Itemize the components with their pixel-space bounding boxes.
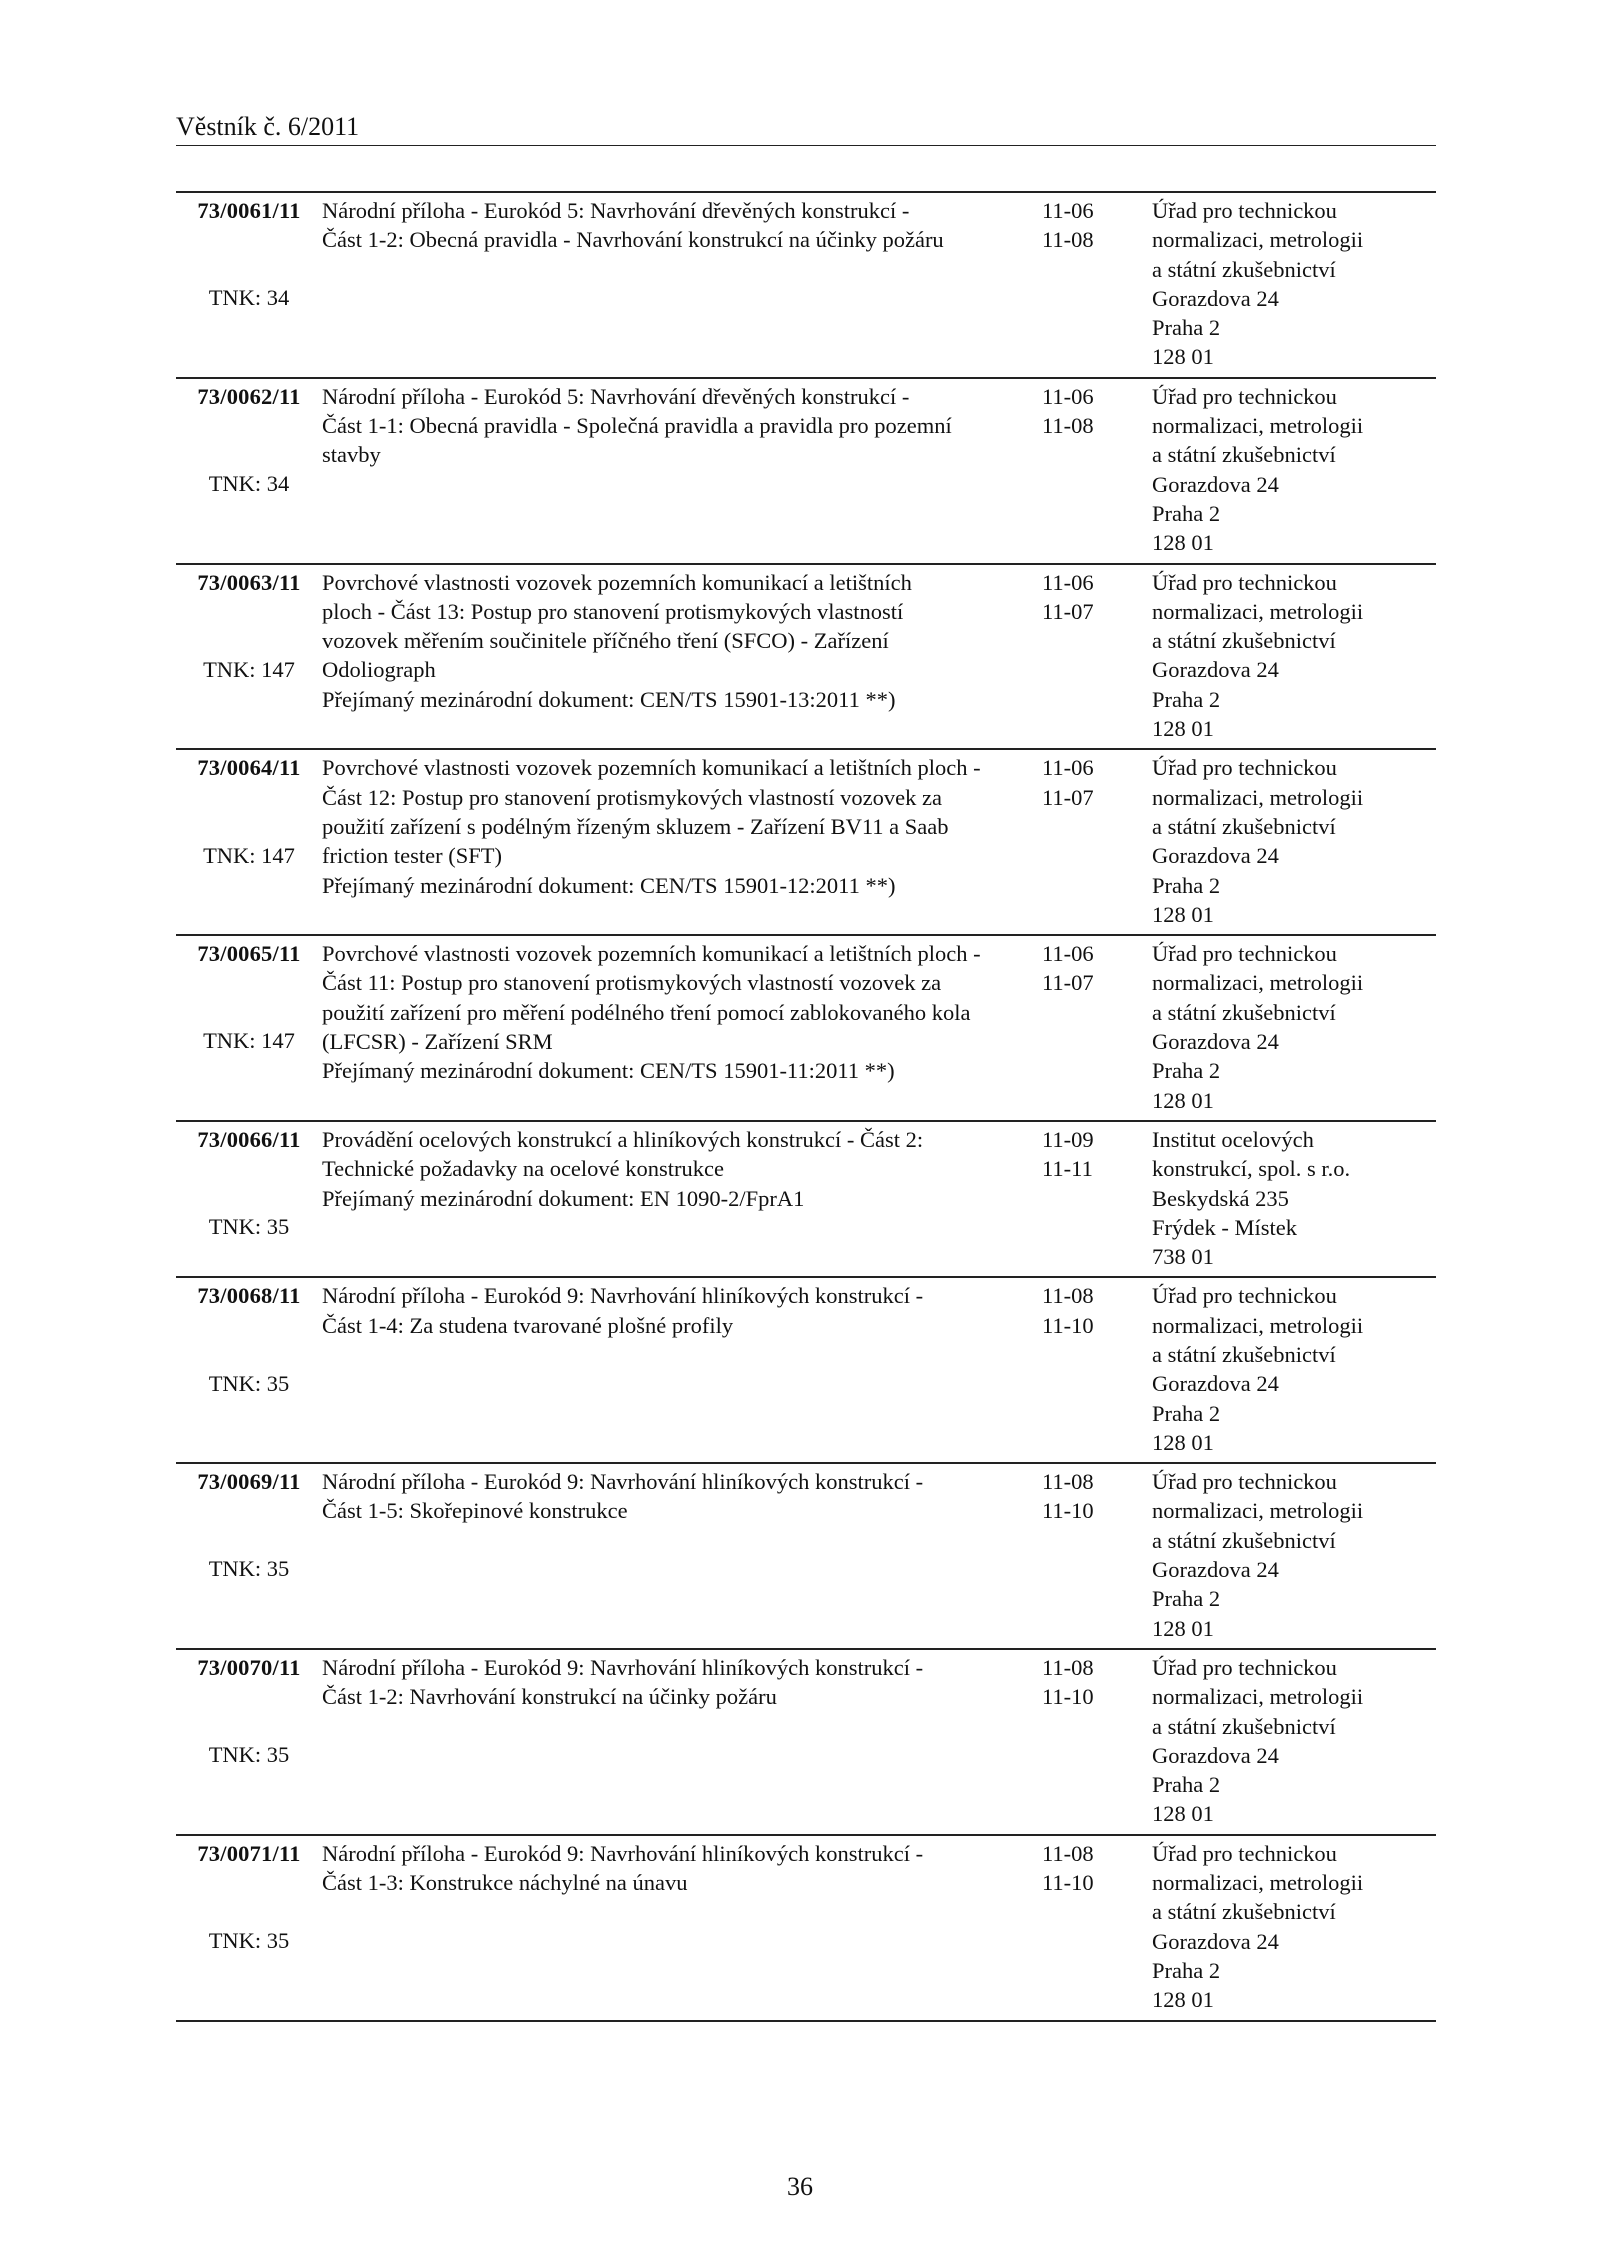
record-date: 11-06 xyxy=(1042,198,1094,223)
record-title-line: Technické požadavky na ocelové konstrukce xyxy=(322,1156,725,1182)
record-address-line: a státní zkušebnictví xyxy=(1152,813,1336,839)
record-address-line: Praha 2 xyxy=(1152,1058,1221,1084)
standards-table-body xyxy=(176,192,1436,2021)
record-address-line: Úřad pro technickou xyxy=(1152,1283,1337,1309)
record-date: 11-08 xyxy=(1042,1469,1094,1495)
record-tnk: TNK: 34 xyxy=(208,471,290,497)
record-address-line: Úřad pro technickou xyxy=(1152,755,1337,781)
record-date: 11-10 xyxy=(1042,1312,1094,1338)
record-address-cell xyxy=(1152,378,1436,564)
record-title-line: Část 1-2: Navrhování konstrukcí na účinky požáru xyxy=(322,1684,777,1710)
record-address-line: Praha 2 xyxy=(1152,315,1221,341)
record-id: 73/0068/11 xyxy=(197,1283,301,1309)
record-dates-cell xyxy=(1042,1835,1152,2021)
standards-table xyxy=(176,191,1436,2022)
record-title-line: použití zařízení pro měření podélného tření pomocí zablokovaného kola xyxy=(322,999,971,1025)
record-title-line: friction tester (SFT) xyxy=(322,843,502,869)
record-title-line: Přejímaný mezinárodní dokument: CEN/TS 15901-12:2011 **) xyxy=(322,872,896,898)
record-address-line: a státní zkušebnictví xyxy=(1152,1899,1336,1925)
record-address-line: Beskydská 235 xyxy=(1152,1185,1289,1211)
record-title-line: Část 12: Postup pro stanovení protismykových vlastností vozovek za xyxy=(322,784,942,810)
record-address-line: normalizaci, metrologii xyxy=(1152,598,1364,624)
record-address-cell xyxy=(1152,1277,1436,1463)
record-address-line: Úřad pro technickou xyxy=(1152,941,1337,967)
record-address-line: a státní zkušebnictví xyxy=(1152,442,1336,468)
record-title-line: Povrchové vlastnosti vozovek pozemních komunikací a letištních ploch - xyxy=(322,755,981,781)
record-title-line: ploch - Část 13: Postup pro stanovení protismykových vlastností xyxy=(322,598,904,624)
record-address-line: Gorazdova 24 xyxy=(1152,1371,1279,1397)
record-title-line: Národní příloha - Eurokód 9: Navrhování hliníkových konstrukcí - xyxy=(322,1283,924,1309)
record-address-cell xyxy=(1152,935,1436,1121)
record-address-line: Praha 2 xyxy=(1152,1957,1221,1983)
record-address-line: Institut ocelových xyxy=(1152,1126,1314,1152)
record-title-line: Část 1-2: Obecná pravidla - Navrhování konstrukcí na účinky požáru xyxy=(322,227,944,253)
record-id-cell xyxy=(176,935,322,1121)
record-title-cell xyxy=(322,935,1042,1121)
record-id: 73/0063/11 xyxy=(197,569,301,595)
record-address-line: Praha 2 xyxy=(1152,1400,1221,1426)
record-title-line: Národní příloha - Eurokód 5: Navrhování dřevěných konstrukcí - xyxy=(322,198,910,223)
record-tnk: TNK: 35 xyxy=(208,1370,290,1396)
record-dates-cell xyxy=(1042,378,1152,564)
record-id-cell xyxy=(176,1121,322,1277)
record-title-line: stavby xyxy=(322,442,381,468)
record-id-cell xyxy=(176,192,322,378)
table-row xyxy=(176,1463,1436,1649)
record-title-cell xyxy=(322,1649,1042,1835)
record-address-line: a státní zkušebnictví xyxy=(1152,256,1336,282)
table-row xyxy=(176,935,1436,1121)
record-address-cell xyxy=(1152,1649,1436,1835)
record-id-cell xyxy=(176,1649,322,1835)
record-date: 11-10 xyxy=(1042,1498,1094,1524)
record-id: 73/0070/11 xyxy=(197,1654,301,1680)
record-address-line: Gorazdova 24 xyxy=(1152,843,1279,869)
record-address-line: Úřad pro technickou xyxy=(1152,198,1337,223)
table-row xyxy=(176,192,1436,378)
record-id: 73/0064/11 xyxy=(197,755,301,781)
record-id-cell xyxy=(176,378,322,564)
record-date: 11-07 xyxy=(1042,970,1094,996)
table-row xyxy=(176,378,1436,564)
record-address-line: Praha 2 xyxy=(1152,1772,1221,1798)
record-address-line: Gorazdova 24 xyxy=(1152,1742,1279,1768)
record-id-cell xyxy=(176,1835,322,2021)
record-address-cell xyxy=(1152,1463,1436,1649)
record-address-line: a státní zkušebnictví xyxy=(1152,1713,1336,1739)
record-dates-cell xyxy=(1042,1121,1152,1277)
record-title-cell xyxy=(322,1463,1042,1649)
record-title-line: Část 1-1: Obecná pravidla - Společná pravidla a pravidla pro pozemní xyxy=(322,413,952,439)
record-address-line: Gorazdova 24 xyxy=(1152,285,1279,311)
record-id-cell xyxy=(176,1463,322,1649)
record-address-line: Praha 2 xyxy=(1152,872,1221,898)
record-address-line: Úřad pro technickou xyxy=(1152,569,1337,595)
record-address-line: Úřad pro technickou xyxy=(1152,383,1337,409)
record-title-cell xyxy=(322,1835,1042,2021)
record-address-line: Praha 2 xyxy=(1152,1586,1221,1612)
record-address-line: a státní zkušebnictví xyxy=(1152,1527,1336,1553)
record-address-line: 128 01 xyxy=(1152,1087,1214,1113)
record-id: 73/0065/11 xyxy=(197,941,301,967)
table-row xyxy=(176,749,1436,935)
record-address-line: 128 01 xyxy=(1152,901,1214,927)
record-address-cell xyxy=(1152,192,1436,378)
record-title-line: Část 11: Postup pro stanovení protismykových vlastností vozovek za xyxy=(322,970,942,996)
record-dates-cell xyxy=(1042,749,1152,935)
record-date: 11-06 xyxy=(1042,383,1094,409)
record-address-line: a státní zkušebnictví xyxy=(1152,999,1336,1025)
record-date: 11-08 xyxy=(1042,227,1094,253)
record-dates-cell xyxy=(1042,1463,1152,1649)
record-address-line: normalizaci, metrologii xyxy=(1152,1498,1364,1524)
record-tnk: TNK: 35 xyxy=(208,1742,290,1768)
record-address-cell xyxy=(1152,1121,1436,1277)
table-row xyxy=(176,564,1436,750)
table-row xyxy=(176,1835,1436,2021)
record-address-line: Praha 2 xyxy=(1152,500,1221,526)
record-date: 11-08 xyxy=(1042,1840,1094,1866)
record-date: 11-07 xyxy=(1042,598,1094,624)
record-address-line: 128 01 xyxy=(1152,1429,1214,1455)
record-title-line: Národní příloha - Eurokód 9: Navrhování hliníkových konstrukcí - xyxy=(322,1654,924,1680)
record-title-cell xyxy=(322,749,1042,935)
record-address-line: 128 01 xyxy=(1152,1801,1214,1827)
record-title-line: Část 1-5: Skořepinové konstrukce xyxy=(322,1498,628,1524)
table-row xyxy=(176,1277,1436,1463)
record-title-line: Národní příloha - Eurokód 9: Navrhování hliníkových konstrukcí - xyxy=(322,1469,924,1495)
record-title-line: použití zařízení s podélným řízeným skluzem - Zařízení BV11 a Saab xyxy=(322,813,949,839)
record-title-line: vozovek měřením součinitele příčného tření (SFCO) - Zařízení xyxy=(322,628,889,654)
record-date: 11-06 xyxy=(1042,941,1094,967)
record-title-line: Povrchové vlastnosti vozovek pozemních komunikací a letištních ploch - xyxy=(322,941,981,967)
record-address-line: normalizaci, metrologii xyxy=(1152,784,1364,810)
record-date: 11-11 xyxy=(1042,1156,1093,1182)
record-address-cell xyxy=(1152,1835,1436,2021)
record-tnk: TNK: 147 xyxy=(203,842,295,868)
record-address-cell xyxy=(1152,564,1436,750)
record-address-line: Úřad pro technickou xyxy=(1152,1469,1337,1495)
record-address-line: Gorazdova 24 xyxy=(1152,1928,1279,1954)
record-tnk: TNK: 147 xyxy=(203,1028,295,1054)
record-date: 11-10 xyxy=(1042,1870,1094,1896)
header-divider xyxy=(176,145,1436,146)
record-title-line: Přejímaný mezinárodní dokument: CEN/TS 15901-13:2011 **) xyxy=(322,686,896,712)
record-title-line: Národní příloha - Eurokód 5: Navrhování dřevěných konstrukcí - xyxy=(322,383,910,409)
record-title-line: Část 1-4: Za studena tvarované plošné profily xyxy=(322,1312,734,1338)
record-tnk: TNK: 35 xyxy=(208,1556,290,1582)
record-date: 11-08 xyxy=(1042,1654,1094,1680)
record-title-cell xyxy=(322,1121,1042,1277)
record-id-cell xyxy=(176,1277,322,1463)
record-address-line: normalizaci, metrologii xyxy=(1152,1684,1364,1710)
record-address-line: Frýdek - Místek xyxy=(1152,1214,1297,1240)
record-date: 11-09 xyxy=(1042,1126,1094,1152)
record-dates-cell xyxy=(1042,564,1152,750)
record-title-line: (LFCSR) - Zařízení SRM xyxy=(322,1029,553,1055)
record-address-cell xyxy=(1152,749,1436,935)
record-address-line: konstrukcí, spol. s r.o. xyxy=(1152,1156,1351,1182)
record-title-line: Povrchové vlastnosti vozovek pozemních komunikací a letištních xyxy=(322,569,912,595)
record-title-cell xyxy=(322,192,1042,378)
record-date: 11-07 xyxy=(1042,784,1094,810)
record-address-line: Praha 2 xyxy=(1152,686,1221,712)
record-address-line: 738 01 xyxy=(1152,1244,1214,1270)
record-address-line: normalizaci, metrologii xyxy=(1152,1870,1364,1896)
record-dates-cell xyxy=(1042,935,1152,1121)
page-header-title: Věstník č. 6/2011 xyxy=(176,112,360,141)
record-title-line: Přejímaný mezinárodní dokument: EN 1090-2/FprA1 xyxy=(322,1185,805,1211)
record-title-cell xyxy=(322,378,1042,564)
record-title-cell xyxy=(322,1277,1042,1463)
record-id-cell xyxy=(176,749,322,935)
record-title-line: Část 1-3: Konstrukce náchylné na únavu xyxy=(322,1870,688,1896)
record-id: 73/0069/11 xyxy=(197,1469,301,1495)
record-address-line: 128 01 xyxy=(1152,530,1214,556)
record-address-line: normalizaci, metrologii xyxy=(1152,227,1364,253)
record-address-line: a státní zkušebnictví xyxy=(1152,1341,1336,1367)
record-date: 11-06 xyxy=(1042,755,1094,781)
record-title-line: Přejímaný mezinárodní dokument: CEN/TS 15901-11:2011 **) xyxy=(322,1058,895,1084)
record-address-line: a státní zkušebnictví xyxy=(1152,628,1336,654)
record-tnk: TNK: 34 xyxy=(208,285,290,311)
record-address-line: Úřad pro technickou xyxy=(1152,1840,1337,1866)
record-dates-cell xyxy=(1042,192,1152,378)
record-id-cell xyxy=(176,564,322,750)
record-date: 11-08 xyxy=(1042,1283,1094,1309)
record-address-line: 128 01 xyxy=(1152,1987,1214,2013)
table-row xyxy=(176,1121,1436,1277)
record-dates-cell xyxy=(1042,1649,1152,1835)
record-address-line: Gorazdova 24 xyxy=(1152,657,1279,683)
record-id: 73/0062/11 xyxy=(197,383,301,409)
record-date: 11-10 xyxy=(1042,1684,1094,1710)
record-address-line: Gorazdova 24 xyxy=(1152,1557,1279,1583)
record-title-line: Národní příloha - Eurokód 9: Navrhování hliníkových konstrukcí - xyxy=(322,1840,924,1866)
record-dates-cell xyxy=(1042,1277,1152,1463)
record-id: 73/0066/11 xyxy=(197,1126,301,1152)
record-address-line: 128 01 xyxy=(1152,344,1214,370)
record-date: 11-06 xyxy=(1042,569,1094,595)
record-address-line: normalizaci, metrologii xyxy=(1152,413,1364,439)
record-title-line: Provádění ocelových konstrukcí a hliníkových konstrukcí - Část 2: xyxy=(322,1126,924,1152)
record-address-line: 128 01 xyxy=(1152,1615,1214,1641)
record-title-cell xyxy=(322,564,1042,750)
record-address-line: Úřad pro technickou xyxy=(1152,1654,1337,1680)
record-id: 73/0061/11 xyxy=(197,198,301,223)
page-number: 36 xyxy=(787,2172,813,2201)
record-address-line: Gorazdova 24 xyxy=(1152,471,1279,497)
record-title-line: Odoliograph xyxy=(322,657,436,683)
record-tnk: TNK: 147 xyxy=(203,656,295,682)
table-row xyxy=(176,1649,1436,1835)
record-date: 11-08 xyxy=(1042,413,1094,439)
record-address-line: 128 01 xyxy=(1152,716,1214,742)
record-tnk: TNK: 35 xyxy=(208,1928,290,1954)
record-address-line: normalizaci, metrologii xyxy=(1152,1312,1364,1338)
record-address-line: normalizaci, metrologii xyxy=(1152,970,1364,996)
record-address-line: Gorazdova 24 xyxy=(1152,1029,1279,1055)
record-tnk: TNK: 35 xyxy=(208,1214,290,1240)
record-id: 73/0071/11 xyxy=(197,1840,301,1866)
